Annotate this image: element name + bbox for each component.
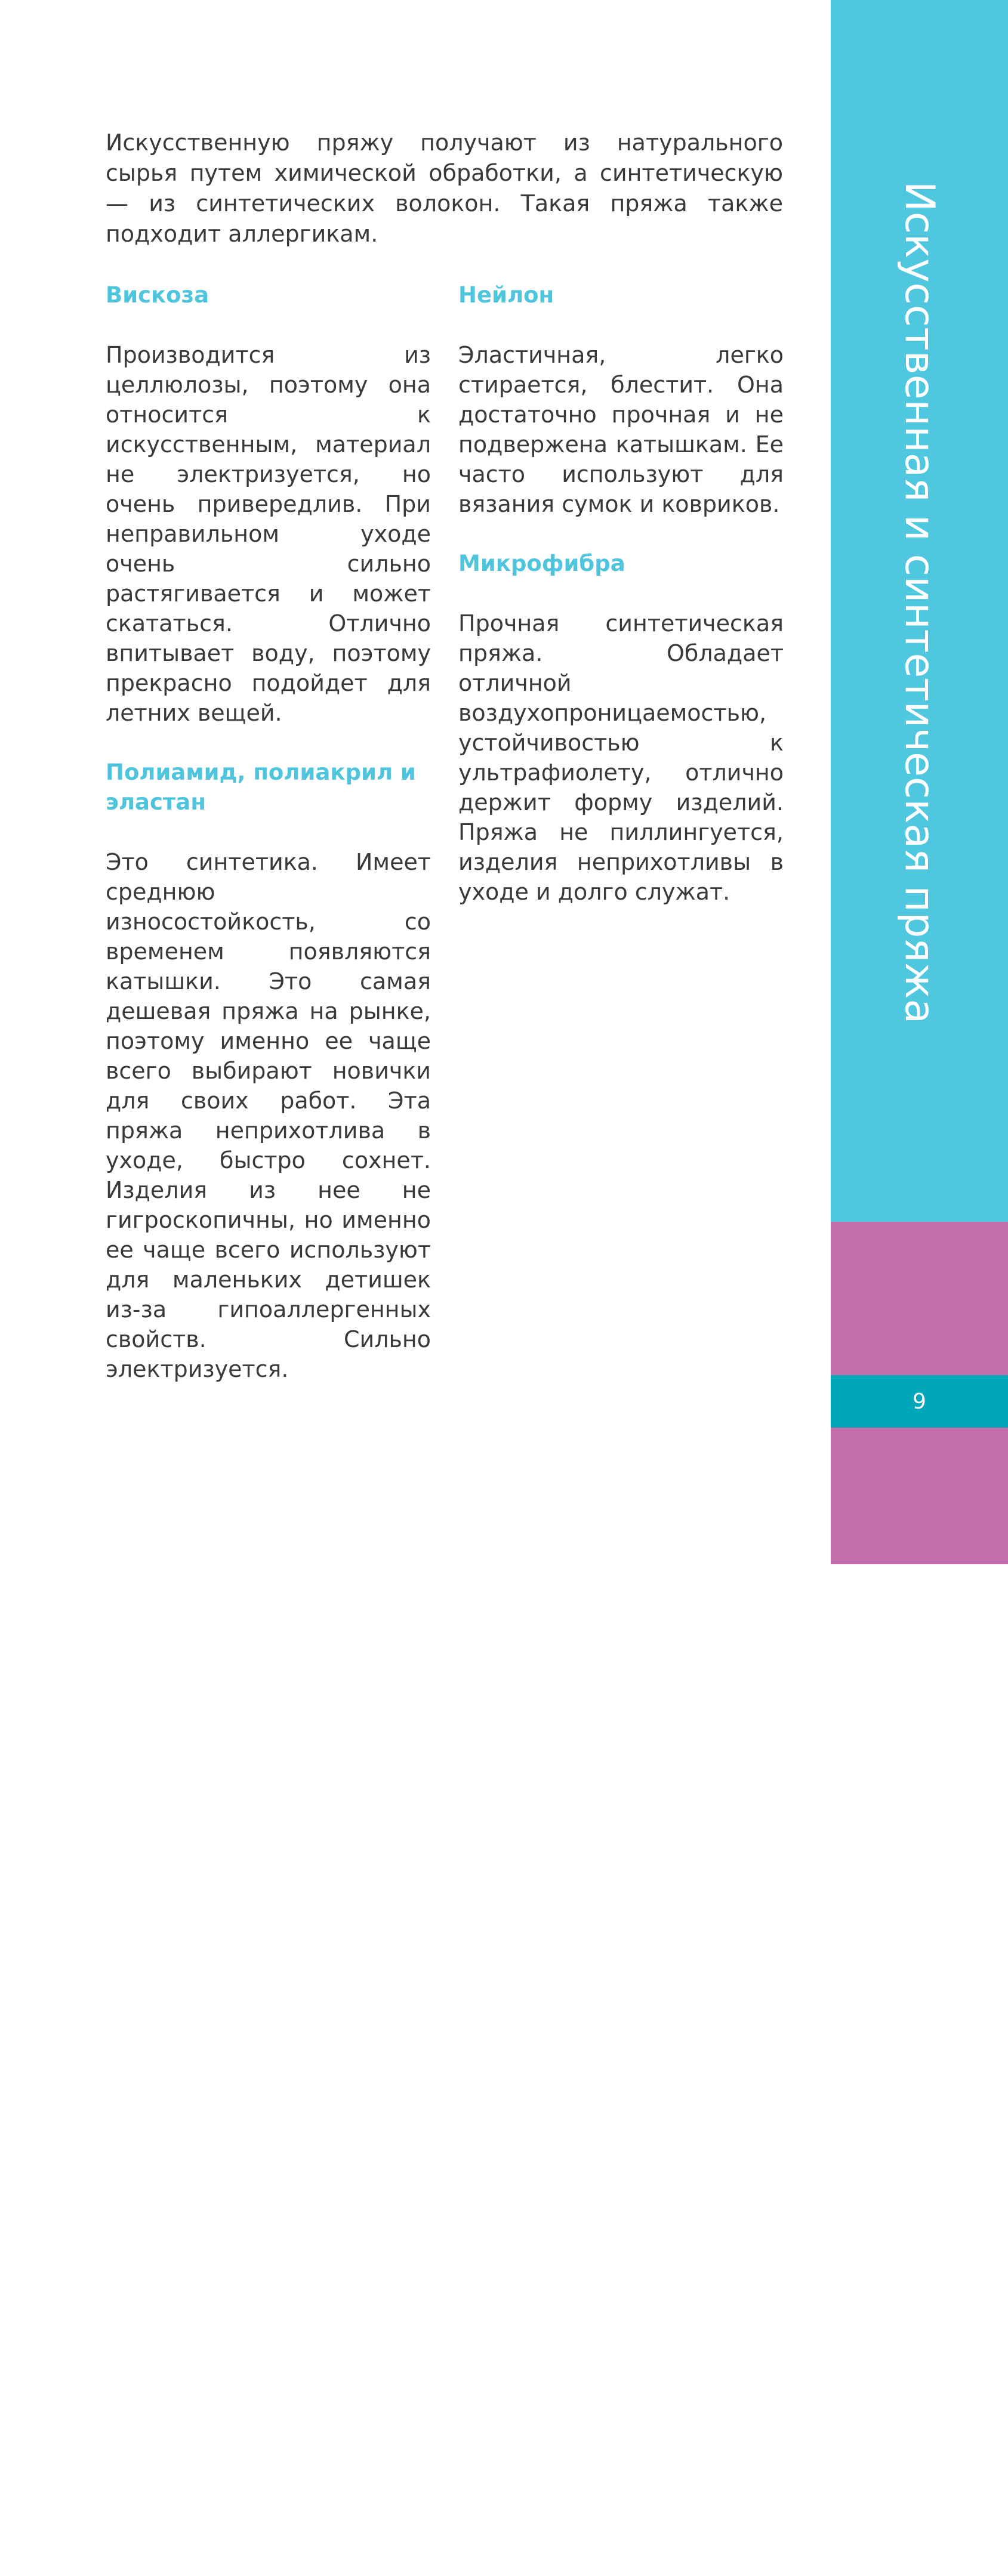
sidebar-icon-band bbox=[831, 1222, 1008, 1375]
sidebar bbox=[831, 0, 1008, 1564]
sidebar-title-band bbox=[831, 0, 1008, 1222]
section-title: Искусственная и синтетическая пряжа bbox=[896, 181, 943, 1024]
microfiber-heading: Микрофибра bbox=[458, 551, 625, 576]
nylon-text: Эластичная, легко стирается, блестит. Она достаточно прочная и не подвержена катышкам. Ее часто используют для вязания сумок и ковриков. bbox=[458, 342, 784, 517]
yarn-ball-icon bbox=[856, 2469, 963, 2576]
sidebar-bottom-band bbox=[831, 1428, 1008, 1564]
page-number-band bbox=[831, 1375, 1008, 1428]
page-number: 9 bbox=[913, 1389, 926, 1414]
viscose-heading: Вискоза bbox=[106, 282, 209, 308]
polyamide-text: Это синтетика. Имеет среднюю износостойкость, со временем появляются катышки. Это самая дешевая пряжа на рынке, поэтому именно ее чаще всего выбирают новички для своих работ. Эта пряжа неприхотлива в уходе, быстро сохнет. Изделия из нее не гигроскопичны, но именно ее чаще всего используют для маленьких детишек из-за гипоаллергенных свойств. Сильно электризуется. bbox=[106, 849, 431, 1382]
right-column bbox=[458, 280, 784, 937]
microfiber-text: Прочная синтетическая пряжа. Обладает отличной воздухопроницаемостью, устойчивостью к ультрафиолету, отлично держит форму изделий. Пряжа не пиллингуется, изделия неприхотливы в уходе и долго служат. bbox=[458, 610, 784, 905]
intro-paragraph: Искусственную пряжу получают из натурального сырья путем химической обработки, а синтетическую — из синтетических волокон. Такая пряжа также подходит аллергикам. bbox=[106, 129, 783, 247]
left-column bbox=[106, 280, 431, 1414]
nylon-heading: Нейлон bbox=[458, 282, 554, 308]
polyamide-heading: Полиамид, полиакрил и эластан bbox=[106, 759, 416, 815]
viscose-text: Производится из целлюлозы, поэтому она относится к искусственным, материал не электризуется, но очень привередлив. При неправильном уходе очень сильно растягивается и может скататься. Отлично впитывает воду, поэтому прекрасно подойдет для летних вещей. bbox=[106, 342, 431, 726]
